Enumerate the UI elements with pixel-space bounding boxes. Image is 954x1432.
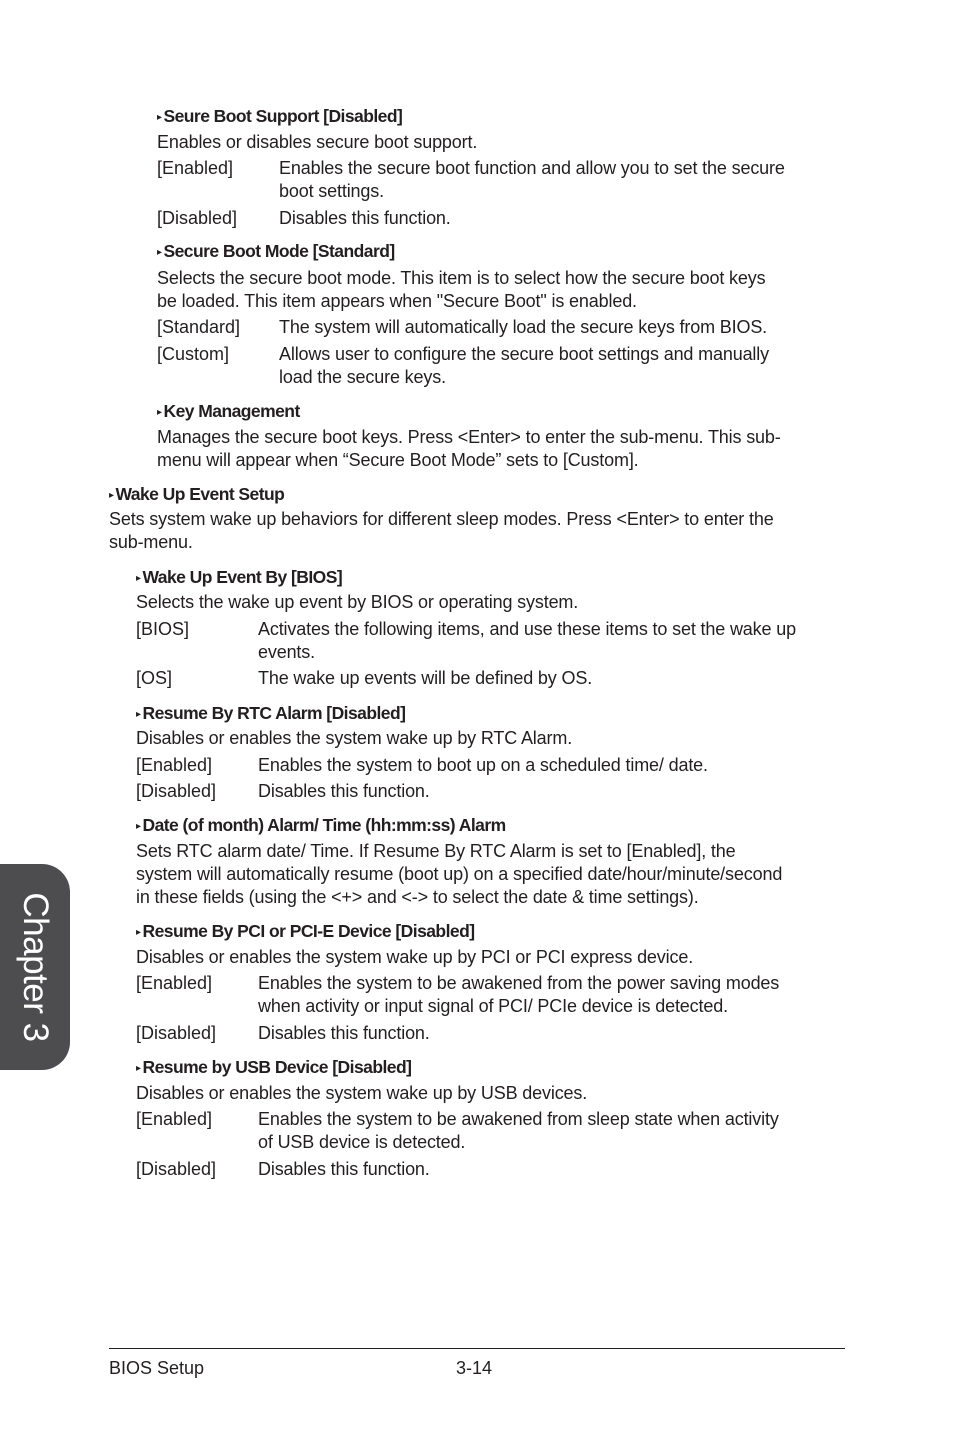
option-key: [OS] bbox=[136, 668, 173, 688]
option-key: [Disabled] bbox=[157, 208, 238, 228]
triangle-bullet-icon: ▸ bbox=[157, 247, 162, 258]
section-heading bbox=[157, 104, 402, 128]
option-key: [Disabled] bbox=[136, 1023, 217, 1043]
option-description: Allows user to configure the secure boot settings and manually bbox=[279, 344, 769, 364]
triangle-bullet-icon: ▸ bbox=[136, 1063, 141, 1074]
section-heading bbox=[109, 482, 284, 506]
section-title: Resume By PCI or PCI-E Device [Disabled] bbox=[142, 921, 475, 941]
footer-section-title: BIOS Setup bbox=[109, 1358, 205, 1378]
option-key: [Enabled] bbox=[136, 1109, 213, 1129]
triangle-bullet-icon: ▸ bbox=[136, 927, 141, 938]
chapter-tab-label: Chapter 3 bbox=[16, 892, 55, 1042]
triangle-bullet-icon: ▸ bbox=[136, 709, 141, 720]
section-description: be loaded. This item appears when "Secure Boot" is enabled. bbox=[157, 291, 637, 311]
section-title: Wake Up Event Setup bbox=[115, 484, 285, 504]
option-description: Enables the system to boot up on a scheduled time/ date. bbox=[258, 755, 708, 775]
section-heading bbox=[136, 919, 474, 943]
section-description: Manages the secure boot keys. Press <Enter> to enter the sub-menu. This sub- bbox=[157, 427, 781, 447]
section-description: menu will appear when “Secure Boot Mode” sets to [Custom]. bbox=[157, 450, 639, 470]
footer-divider bbox=[109, 1348, 845, 1349]
option-key: [Standard] bbox=[157, 317, 241, 337]
option-description: Disables this function. bbox=[258, 781, 430, 801]
option-description: boot settings. bbox=[279, 181, 384, 201]
option-key: [Disabled] bbox=[136, 781, 217, 801]
triangle-bullet-icon: ▸ bbox=[136, 821, 141, 832]
option-description: events. bbox=[258, 642, 315, 662]
section-title: Resume By RTC Alarm [Disabled] bbox=[142, 703, 406, 723]
triangle-bullet-icon: ▸ bbox=[157, 407, 162, 418]
section-description: Enables or disables secure boot support. bbox=[157, 132, 478, 152]
section-heading bbox=[157, 399, 300, 423]
option-key: [Enabled] bbox=[157, 158, 234, 178]
section-title: Wake Up Event By [BIOS] bbox=[142, 567, 343, 587]
section-title: Seure Boot Support [Disabled] bbox=[163, 106, 403, 126]
section-title: Resume by USB Device [Disabled] bbox=[142, 1057, 412, 1077]
option-description: of USB device is detected. bbox=[258, 1132, 466, 1152]
section-title: Key Management bbox=[163, 401, 300, 421]
option-description: Disables this function. bbox=[258, 1023, 430, 1043]
option-key: [Enabled] bbox=[136, 973, 213, 993]
triangle-bullet-icon: ▸ bbox=[109, 490, 114, 501]
section-heading bbox=[136, 813, 506, 837]
section-description: Selects the wake up event by BIOS or operating system. bbox=[136, 592, 579, 612]
option-key: [Custom] bbox=[157, 344, 230, 364]
section-heading bbox=[136, 565, 342, 589]
section-description: Selects the secure boot mode. This item is to select how the secure boot keys bbox=[157, 268, 766, 288]
section-description: Sets RTC alarm date/ Time. If Resume By RTC Alarm is set to [Enabled], the bbox=[136, 841, 736, 861]
section-description: Disables or enables the system wake up by PCI or PCI express device. bbox=[136, 947, 694, 967]
option-description: Enables the system to be awakened from the power saving modes bbox=[258, 973, 780, 993]
section-description: Disables or enables the system wake up by USB devices. bbox=[136, 1083, 588, 1103]
section-title: Date (of month) Alarm/ Time (hh:mm:ss) Alarm bbox=[142, 815, 506, 835]
option-description: Disables this function. bbox=[279, 208, 451, 228]
section-title: Secure Boot Mode [Standard] bbox=[163, 241, 395, 261]
section-description: Disables or enables the system wake up by RTC Alarm. bbox=[136, 728, 573, 748]
option-description: The system will automatically load the secure keys from BIOS. bbox=[279, 317, 768, 337]
triangle-bullet-icon: ▸ bbox=[136, 573, 141, 584]
option-description: The wake up events will be defined by OS. bbox=[258, 668, 593, 688]
option-description: Enables the system to be awakened from sleep state when activity bbox=[258, 1109, 779, 1129]
option-description: Activates the following items, and use these items to set the wake up bbox=[258, 619, 796, 639]
option-description: when activity or input signal of PCI/ PCIe device is detected. bbox=[258, 996, 728, 1016]
option-description: Enables the secure boot function and allow you to set the secure bbox=[279, 158, 785, 178]
option-description: Disables this function. bbox=[258, 1159, 430, 1179]
option-key: [Disabled] bbox=[136, 1159, 217, 1179]
section-heading bbox=[157, 239, 395, 263]
section-heading bbox=[136, 1055, 411, 1079]
section-description: sub-menu. bbox=[109, 532, 193, 552]
triangle-bullet-icon: ▸ bbox=[157, 112, 162, 123]
option-description: load the secure keys. bbox=[279, 367, 446, 387]
section-heading bbox=[136, 701, 405, 725]
section-description: in these fields (using the <+> and <-> to select the date & time settings). bbox=[136, 887, 699, 907]
section-description: Sets system wake up behaviors for different sleep modes. Press <Enter> to enter the bbox=[109, 509, 774, 529]
page-number: 3-14 bbox=[456, 1358, 493, 1378]
option-key: [BIOS] bbox=[136, 619, 190, 639]
section-description: system will automatically resume (boot up) on a specified date/hour/minute/second bbox=[136, 864, 783, 884]
option-key: [Enabled] bbox=[136, 755, 213, 775]
